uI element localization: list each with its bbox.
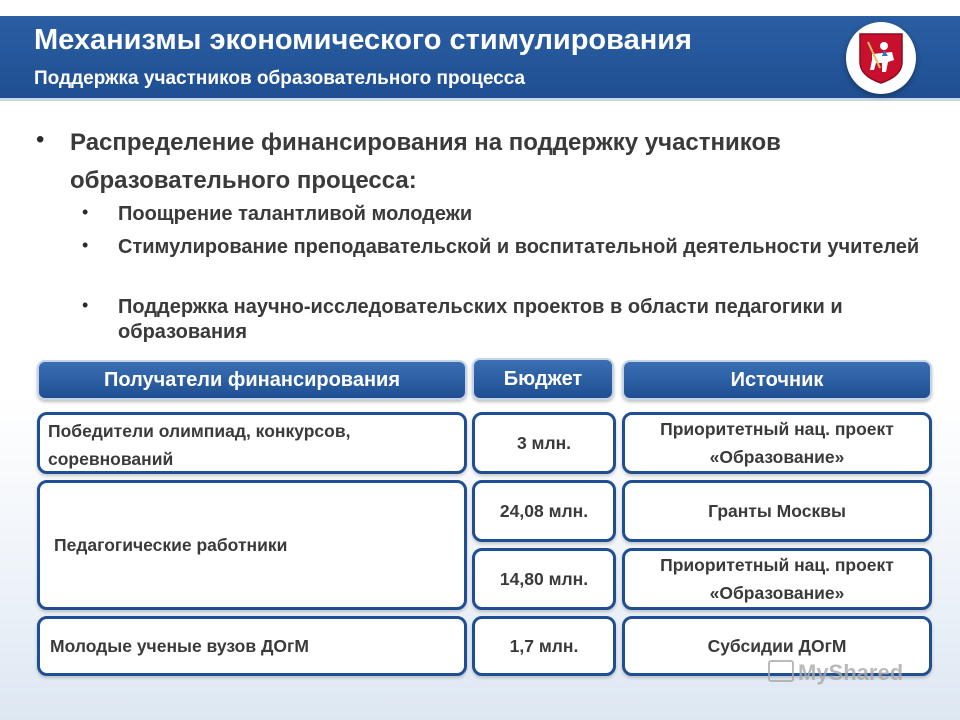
watermark-text: MyShared <box>798 660 904 685</box>
header-budget: Бюджет <box>472 358 614 400</box>
source-cell: Гранты Москвы <box>622 480 932 542</box>
sub-bullet-text: Стимулирование преподавательской и воспитательной деятельности учителей <box>118 236 920 258</box>
header-recipients: Получатели финансирования <box>37 360 467 400</box>
recipient-cell: Молодые ученые вузов ДОгМ <box>37 616 467 676</box>
bullet-dot: • <box>36 126 45 153</box>
sub-bullet-text: Поощрение талантливой молодежи <box>118 203 473 225</box>
watermark <box>768 660 903 686</box>
recipient-cell: Педагогические работники <box>37 480 467 610</box>
source-cell: Приоритетный нац. проект «Образование» <box>622 548 932 610</box>
budget-cell: 1,7 млн. <box>472 616 616 676</box>
budget-cell: 3 млн. <box>472 412 616 474</box>
budget-cell: 14,80 млн. <box>472 548 616 610</box>
source-cell: Субсидии ДОгМ <box>622 616 932 676</box>
sub-bullet-text: Поддержка научно-исследовательских проектов в области педагогики и образования <box>118 296 843 343</box>
header-source: Источник <box>622 360 932 400</box>
presentation-icon <box>768 660 794 682</box>
bullet-dot: • <box>82 295 89 315</box>
budget-cell: 24,08 млн. <box>472 480 616 542</box>
slide-title: Механизмы экономического стимулирования <box>34 24 692 56</box>
bullet-dot: • <box>82 202 89 222</box>
main-bullet-text: Распределение финансирования на поддержку участников образовательного процесса: <box>70 129 781 194</box>
source-cell: Приоритетный нац. проект «Образование» <box>622 412 932 474</box>
bullet-dot: • <box>82 235 89 255</box>
slide-subtitle: Поддержка участников образовательного процесса <box>34 68 526 89</box>
moscow-coat-of-arms-icon <box>846 22 916 94</box>
header-underline <box>0 98 960 101</box>
recipient-cell: Победители олимпиад, конкурсов, соревнований <box>37 412 467 474</box>
